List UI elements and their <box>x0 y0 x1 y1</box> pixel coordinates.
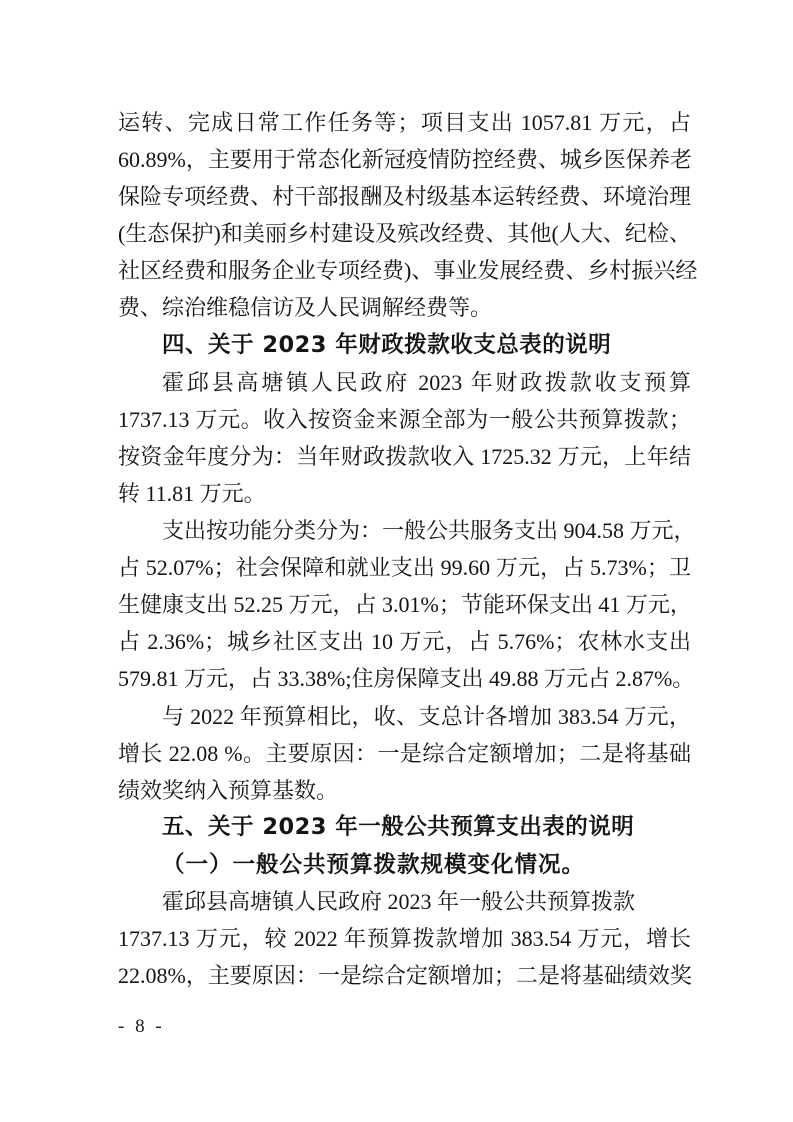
text-line: 保险专项经费、村干部报酬及村级基本运转经费、环境治理 <box>118 184 691 210</box>
text-line: 60.89%，主要用于常态化新冠疫情防控经费、城乡医保养老 <box>118 147 692 173</box>
document-body <box>118 104 698 994</box>
text-line: 霍邱县高塘镇人民政府 2023 年一般公共预算拨款 <box>162 888 636 914</box>
section-heading: 五、关于 2023 年一般公共预算支出表的说明 <box>162 813 635 840</box>
text-line: 按资金年度分为：当年财政拨款收入 1725.32 万元，上年结 <box>118 443 691 469</box>
text-line: 22.08%，主要原因：一是综合定额增加；二是将基础绩效奖 <box>118 963 692 989</box>
text-line: 费、综治维稳信访及人民调解经费等。 <box>118 295 493 321</box>
text-line: 霍邱县高塘镇人民政府 2023 年财政拨款收支预算 <box>162 369 691 395</box>
text-line: 增长 22.08 %。主要原因：一是综合定额增加；二是将基础 <box>118 740 691 766</box>
text-line: 1737.13 万元，较 2022 年预算拨款增加 383.54 万元，增长 <box>118 926 691 952</box>
text-line: 转 11.81 万元。 <box>118 480 266 506</box>
section-heading: （一）一般公共预算拨款规模变化情况。 <box>162 851 586 877</box>
text-line: 社区经费和服务企业专项经费)、事业发展经费、乡村振兴经 <box>118 258 698 284</box>
text-line: 与 2022 年预算相比，收、支总计各增加 383.54 万元， <box>162 703 691 729</box>
section-heading: 四、关于 2023 年财政拨款收支总表的说明 <box>162 331 612 358</box>
text-line: 绩效奖纳入预算基数。 <box>118 777 339 803</box>
page-number: - 8 - <box>118 1016 165 1037</box>
text-line: 支出按功能分类分为：一般公共服务支出 904.58 万元， <box>162 518 696 544</box>
text-line: 1737.13 万元。收入按资金来源全部为一般公共预算拨款； <box>118 406 691 432</box>
text-line: 运转、完成日常工作任务等；项目支出 1057.81 万元，占 <box>118 110 691 135</box>
text-line: 579.81 万元，占 33.38%;住房保障支出 49.88 万元占 2.87%。 <box>118 666 695 692</box>
text-line: (生态保护)和美丽乡村建设及殡改经费、其他(人大、纪检、 <box>118 221 691 247</box>
text-line: 占 2.36%；城乡社区支出 10 万元，占 5.76%；农林水支出 <box>118 629 691 655</box>
text-line: 占 52.07%；社会保障和就业支出 99.60 万元，占 5.73%；卫 <box>118 555 691 581</box>
text-line: 生健康支出 52.25 万元，占 3.01%；节能环保支出 41 万元， <box>118 592 692 618</box>
